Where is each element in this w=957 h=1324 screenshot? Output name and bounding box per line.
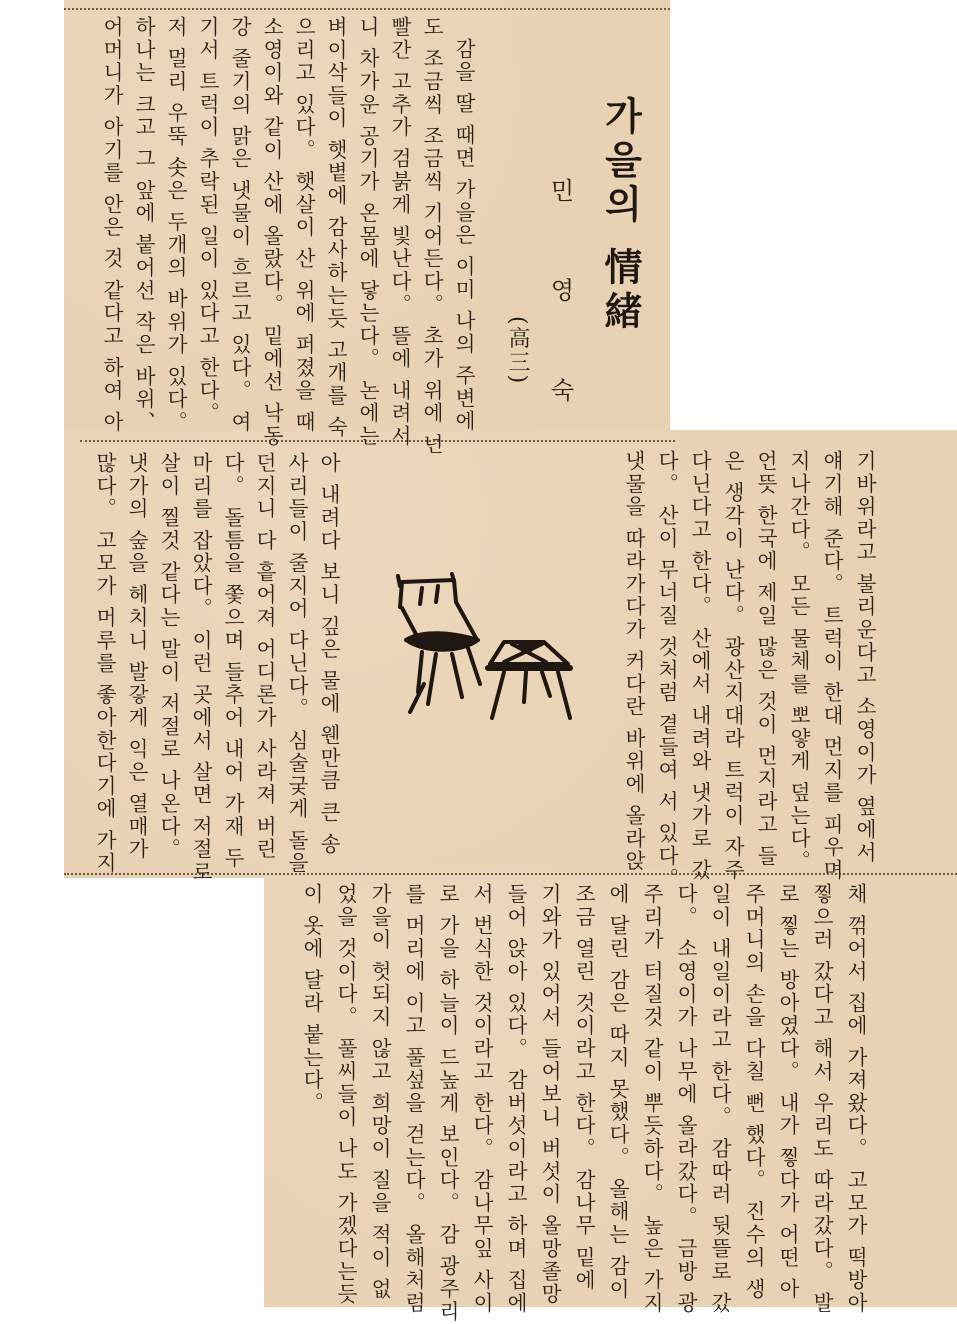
- text-line: 로 가을 하늘이 드높게 보인다。 감 광주리: [435, 883, 460, 1324]
- text-line: 니 차가운 공기가 온몸에 닿는다。 논에는: [355, 16, 380, 448]
- text-line: 이 옷에 달라 붙는다。: [299, 883, 324, 1115]
- text-line: 냇물을 따라가다가 커다란 바위에 올라앉: [621, 450, 646, 873]
- text-line: 소영이와 같이 산에 올랐다。 밑에선 낙동: [259, 16, 284, 448]
- text-line: 를 머리에 이고 풀섶을 걷는다。 올해처럼: [401, 883, 426, 1315]
- text-line: 서 번식한 것이라고 한다。 감나무잎 사이: [469, 883, 494, 1315]
- text-line: 하나는 크고 그 앞에 붙어선 작은 바위、: [131, 16, 156, 434]
- author-name: 민 영 숙: [546, 178, 574, 436]
- divider-top: [64, 8, 670, 10]
- text-line: 채 꺾어서 집에 가져왔다。 고모가 떡방아: [843, 883, 868, 1315]
- text-line: 저 멀리 우뚝 솟은 두개의 바위가 있다。: [163, 16, 188, 434]
- text-line: 살이 찔것 같다는 말이 저절로 나온다。: [156, 452, 181, 861]
- chair-and-stool-illustration: [392, 572, 577, 722]
- text-line: 빨간 고추가 검붉게 빛난다。 뜰에 내려서: [387, 16, 412, 448]
- text-line: 주리가 터질것 같이 뿌듯하다。 높은 가지: [639, 883, 664, 1315]
- text-line: 은 생각이 난다。 광산지대라 트럭이 자주: [720, 450, 745, 882]
- text-line: 조금 열린 것이라고 한다。 감나무 밑에: [571, 883, 596, 1292]
- text-line: 가을이 헛되지 않고 희망이 질을 적이 없: [367, 883, 392, 1301]
- text-line: 기바위라고 불리운다고 소영이가 옆에서: [852, 450, 877, 865]
- text-line: 다。 돌틈을 쫓으며 들추어 내어 가재 두: [220, 452, 245, 870]
- text-line: 에 달린 감은 따지 못했다。 올해는 감이: [605, 883, 630, 1301]
- text-line: 얘기해 준다。 트럭이 한대 먼지를 피우며: [819, 450, 844, 882]
- text-line: 들어 앉아 있다。 감버섯이라고 하며 집에: [503, 883, 528, 1315]
- text-line: 로 찧는 방아였다。 내가 찧다가 어떤 아: [775, 883, 800, 1301]
- text-line: 다。 산이 무너질 것처럼 곁들여 서 있다。: [654, 450, 679, 891]
- text-line: 일이 내일이라고 한다。 감따러 뒷뜰로 갔: [707, 883, 732, 1315]
- article-title: 가을의 情緒: [598, 96, 643, 336]
- text-line: 기서 트럭이 추락된 일이 있다고 한다。: [195, 16, 220, 425]
- text-line: 아 내려다 보니 깊은 물에 웬만큼 큰 송: [316, 452, 341, 856]
- text-line: 으리고 있다。 햇살이 산 위에 퍼졌을 때: [291, 16, 316, 434]
- text-line: 어머니가 아기를 안은 것 같다고 하여 아: [99, 16, 124, 434]
- text-line: 사리들이 줄지어 다닌다。 심술궂게 돌을: [284, 452, 309, 875]
- text-line: 기와가 있어서 들어보니 버섯이 올망졸망: [537, 883, 562, 1306]
- text-line: 다。 소영이가 나무에 올라갔다。 금방 광: [673, 883, 698, 1315]
- text-line: 주머니의 손을 다칠 뻔 했다。 진수의 생: [741, 883, 766, 1301]
- text-line: 도 조금씩 조금씩 기어든다。 초가 위에 넌: [419, 16, 444, 457]
- text-line: 벼이삭들이 햇볕에 감사하는듯 고개를 숙: [323, 16, 348, 439]
- text-line: 감을 딸 때면 가을은 이미 나의 주변에: [451, 38, 476, 433]
- text-line: 언뜻 한국에 제일 많은 것이 먼지라고 들: [753, 450, 778, 868]
- text-line: 지나간다。 모든 물체를 뽀얗게 덮는다。: [786, 450, 811, 873]
- text-line: 던지니 다 흩어져 어디론가 사라져 버린: [252, 452, 277, 861]
- text-line: 었을 것이다。 풀씨들이 나도 가겠다는듯: [333, 883, 358, 1306]
- author-grade: (高三): [505, 316, 530, 386]
- text-line: 냇가의 숲을 헤치니 발갛게 익은 열매가: [124, 452, 149, 861]
- text-line: 다닌다고 한다。 산에서 내려와 냇가로 갔: [687, 450, 712, 882]
- text-line: 찧으러 갔다고 해서 우리도 따라갔다。 발: [809, 883, 834, 1315]
- text-line: 마리를 잡았다。 이런 곳에서 살면 저절로: [188, 452, 213, 884]
- text-line: 강 줄기의 맑은 냇물이 흐르고 있다。 여: [227, 16, 252, 434]
- text-line: 많다。 고모가 머루를 좋아한다기에 가지: [92, 452, 117, 875]
